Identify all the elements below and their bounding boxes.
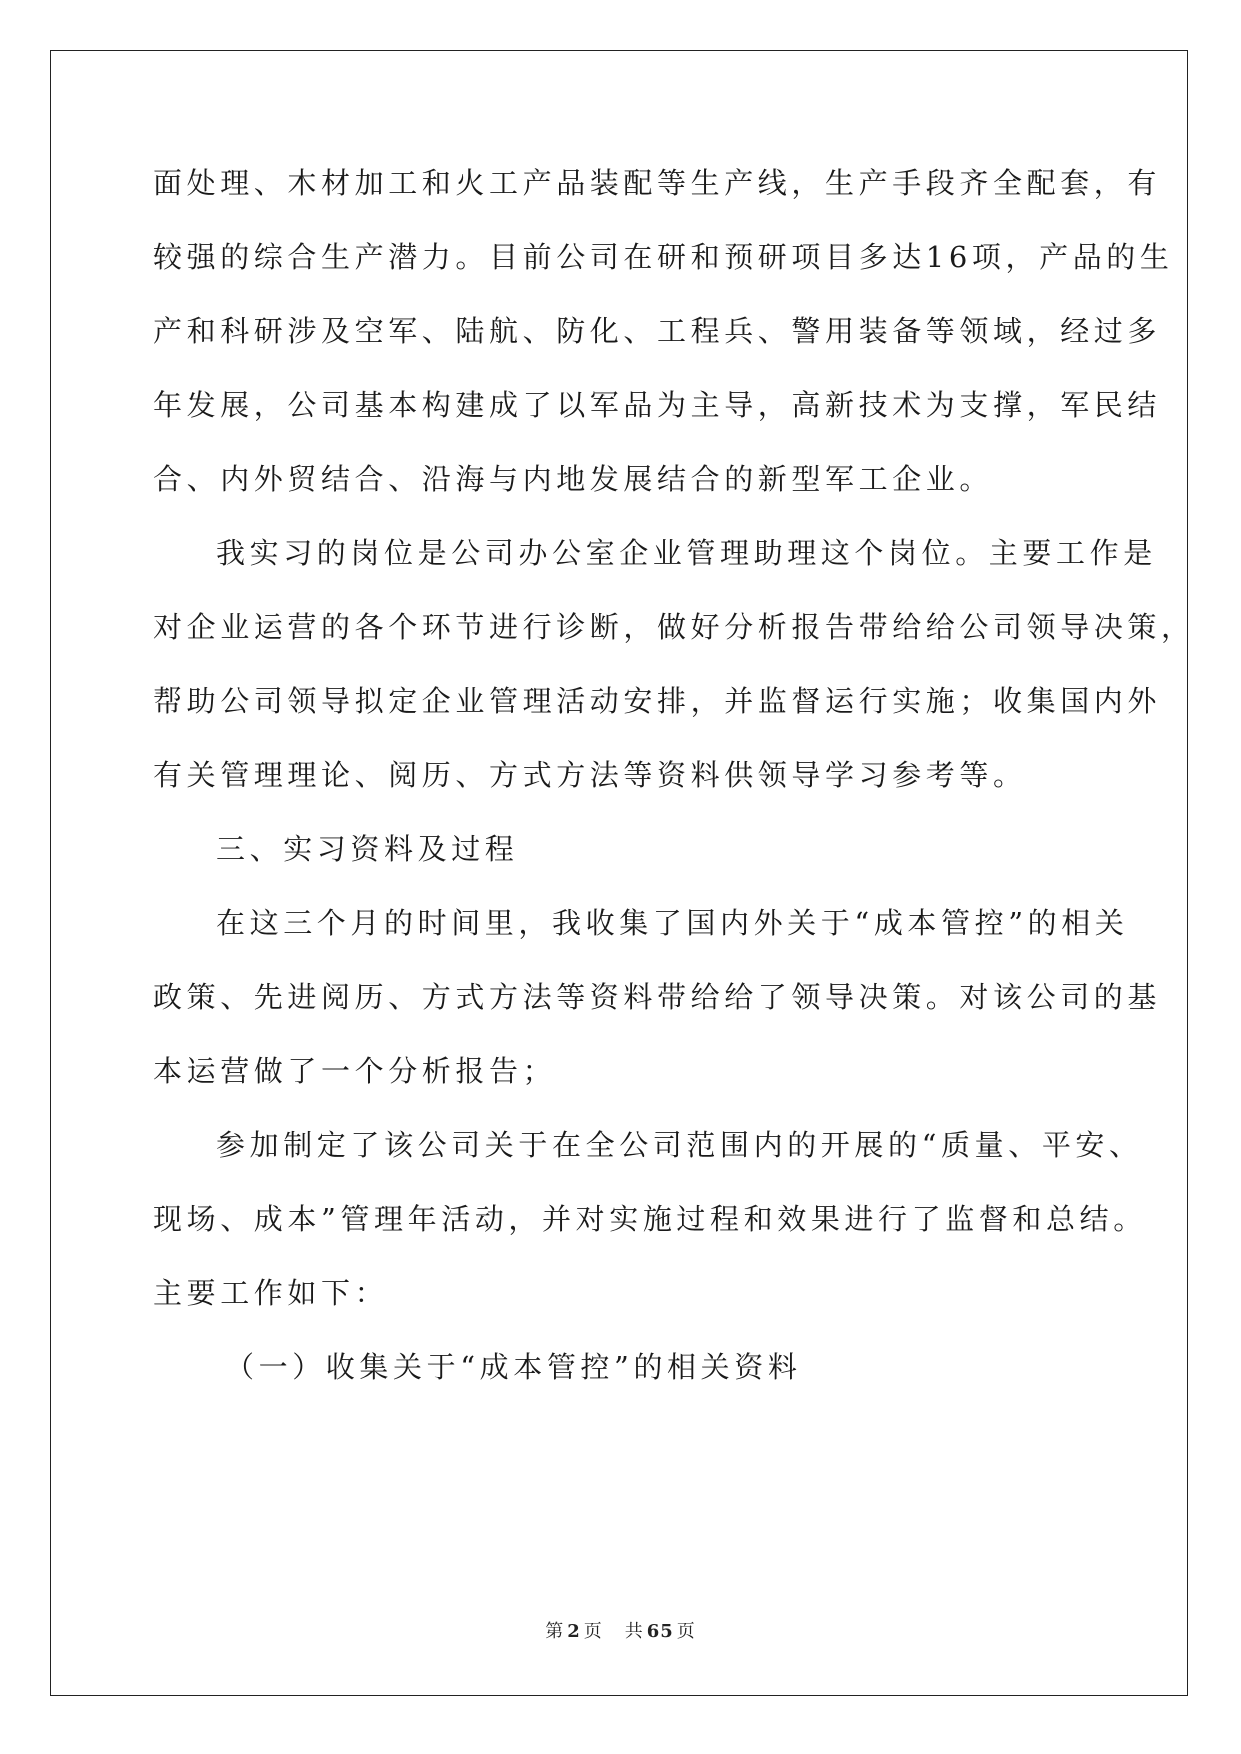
footer-page-suffix: 页	[583, 1621, 603, 1642]
paragraph-line: 本运营做了一个分析报告；	[153, 1054, 557, 1088]
paragraph-line: 主要工作如下：	[153, 1276, 389, 1310]
footer-prefix: 第	[545, 1621, 565, 1642]
current-page-number: 2	[567, 1621, 581, 1642]
section-heading: 三、实习资料及过程	[216, 832, 519, 866]
paragraph-line: 对企业运营的各个环节进行诊断，做好分析报告带给给公司领导决策，	[153, 610, 1195, 644]
total-page-count: 65	[646, 1621, 674, 1642]
subsection-heading: （一）收集关于“成本管控”的相关资料	[225, 1350, 802, 1384]
footer-total-prefix: 共	[624, 1621, 644, 1642]
paragraph-line: 产和科研涉及空军、陆航、防化、工程兵、警用装备等领域，经过多	[153, 314, 1162, 348]
paragraph-line: 年发展，公司基本构建成了以军品为主导，高新技术为支撑，军民结	[153, 388, 1162, 422]
page-footer	[0, 1621, 1241, 1643]
paragraph-line: 较强的综合生产潜力。目前公司在研和预研项目多达16项，产品的生	[153, 240, 1174, 274]
paragraph-line: 现场、成本”管理年活动，并对实施过程和效果进行了监督和总结。	[153, 1202, 1147, 1236]
paragraph-line: 在这三个月的时间里，我收集了国内外关于“成本管控”的相关	[216, 906, 1129, 940]
paragraph-line: 政策、先进阅历、方式方法等资料带给给了领导决策。对该公司的基	[153, 980, 1162, 1014]
page-border	[50, 50, 1188, 1696]
footer-total-suffix: 页	[676, 1621, 696, 1642]
paragraph-line: 参加制定了该公司关于在全公司范围内的开展的“质量、平安、	[216, 1128, 1143, 1162]
paragraph-line: 有关管理理论、阅历、方式方法等资料供领导学习参考等。	[153, 758, 1027, 792]
paragraph-line: 我实习的岗位是公司办公室企业管理助理这个岗位。主要工作是	[216, 536, 1157, 570]
paragraph-line: 帮助公司领导拟定企业管理活动安排，并监督运行实施；收集国内外	[153, 684, 1162, 718]
paragraph-line: 面处理、木材加工和火工产品装配等生产线，生产手段齐全配套，有	[153, 166, 1162, 200]
paragraph-line: 合、内外贸结合、沿海与内地发展结合的新型军工企业。	[153, 462, 994, 496]
